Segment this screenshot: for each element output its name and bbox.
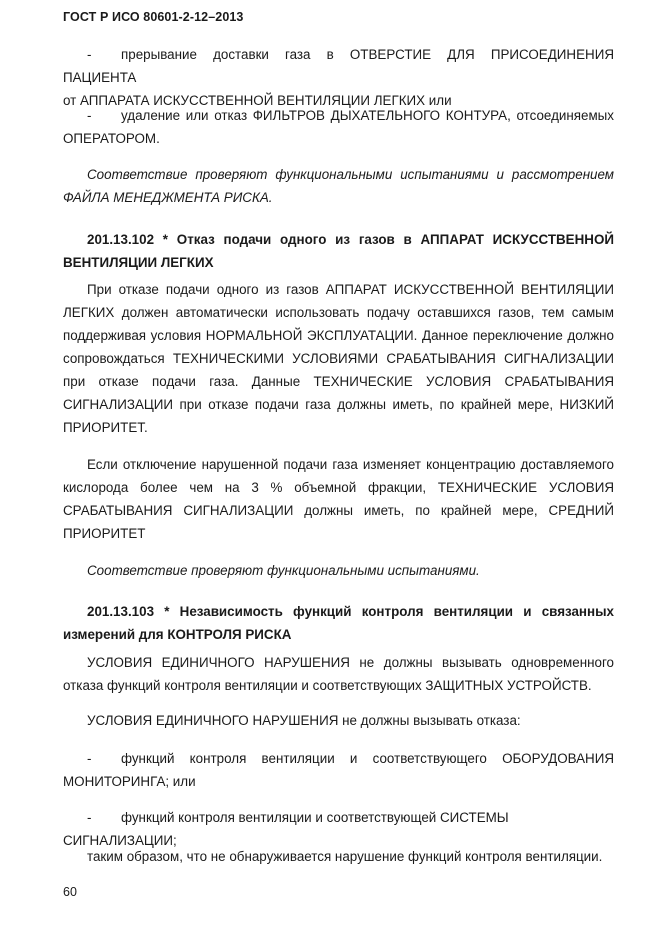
compliance-line: Соответствие проверяют функциональными испытаниями и рассмотрением [87,167,614,182]
bullet-line-2: МОНИТОРИНГА; или [63,774,196,789]
bullet-marker: - [87,810,92,825]
compliance-line: Соответствие проверяют функциональными испытаниями. [87,563,480,578]
bullet-line [63,43,614,89]
heading-line-2: ВЕНТИЛЯЦИИ ЛЕГКИХ [63,255,214,270]
section-heading-102 [63,228,614,274]
para-line: СИГНАЛИЗАЦИИ при отказе подачи газа должны иметь, по крайней мере, НИЗКИЙ [63,397,614,412]
para-line: ПРИОРИТЕТ [63,526,146,541]
compliance-note-1 [63,163,614,209]
bullet-text: удаление или отказ ФИЛЬТРОВ ДЫХАТЕЛЬНОГО КОНТУРА, отсоединяемых [121,108,614,123]
para-line: СРАБАТЫВАНИЯ СИГНАЛИЗАЦИИ должны иметь, по крайней мере, СРЕДНИЙ [63,503,614,518]
para-line: ЛЕГКИХ должен автоматически использовать подачу оставшихся газов, тем самым [63,305,614,320]
heading-line: 201.13.103 * Независимость функций контроля вентиляции и связанных [87,604,614,619]
bullet-marker: - [87,47,92,62]
section-heading-103 [63,600,614,646]
para-line: При отказе подачи одного из газов АППАРАТ ИСКУССТВЕННОЙ ВЕНТИЛЯЦИИ [87,282,614,297]
bullet-line-2: от АППАРАТА ИСКУССТВЕННОЙ ВЕНТИЛЯЦИИ ЛЕГКИХ или [63,93,452,108]
para-line: поддерживая условия НОРМАЛЬНОЙ ЭКСПЛУАТАЦИИ. Данное переключение должно [63,328,614,343]
bullet-text: прерывание доставки газа в ОТВЕРСТИЕ ДЛЯ ПРИСОЕДИНЕНИЯ ПАЦИЕНТА [63,47,614,85]
bullet-item [63,43,614,112]
para-line: кислорода более чем на 3 % объемной фракции, ТЕХНИЧЕСКИЕ УСЛОВИЯ [63,480,614,495]
para-line: УСЛОВИЯ ЕДИНИЧНОГО НАРУШЕНИЯ не должны вызывать отказа: [87,713,521,728]
para-line: при отказе подачи газа. Данные ТЕХНИЧЕСКИЕ УСЛОВИЯ СРАБАТЫВАНИЯ [63,374,614,389]
para-line: таким образом, что не обнаруживается нарушение функций контроля вентиляции. [87,849,603,864]
closing-paragraph [63,845,614,868]
bullet-marker: - [87,751,92,766]
para-line: УСЛОВИЯ ЕДИНИЧНОГО НАРУШЕНИЯ не должны вызывать одновременного [87,655,614,670]
para-line: сопровождаться ТЕХНИЧЕСКИМИ УСЛОВИЯМИ СРАБАТЫВАНИЯ СИГНАЛИЗАЦИИ [63,351,614,366]
section-102-paragraph-1 [63,278,614,439]
section-103-paragraph-2 [63,709,614,732]
section-103-paragraph-1 [63,651,614,697]
bullet-text: функций контроля вентиляции и соответствующего ОБОРУДОВАНИЯ [121,751,614,766]
document-header: ГОСТ Р ИСО 80601-2-12–2013 [63,10,244,24]
heading-line-2: измерений для КОНТРОЛЯ РИСКА [63,627,292,642]
para-line: Если отключение нарушенной подачи газа изменяет концентрацию доставляемого [87,457,614,472]
para-line: отказа функций контроля вентиляции и соответствующих ЗАЩИТНЫХ УСТРОЙСТВ. [63,678,592,693]
compliance-note-2 [63,559,614,582]
page-number: 60 [63,885,77,899]
bullet-marker: - [87,108,92,123]
bullet-item [63,104,614,150]
compliance-line-2: ФАЙЛА МЕНЕДЖМЕНТА РИСКА. [63,190,273,205]
bullet-line-2: ОПЕРАТОРОМ. [63,131,160,146]
bullet-item [63,747,614,793]
para-line: ПРИОРИТЕТ. [63,420,148,435]
section-102-paragraph-2 [63,453,614,545]
bullet-text: функций контроля вентиляции и соответствующей СИСТЕМЫ СИГНАЛИЗАЦИИ; [63,810,509,848]
bullet-line [63,104,614,127]
heading-line: 201.13.102 * Отказ подачи одного из газов в АППАРАТ ИСКУССТВЕННОЙ [87,232,614,247]
